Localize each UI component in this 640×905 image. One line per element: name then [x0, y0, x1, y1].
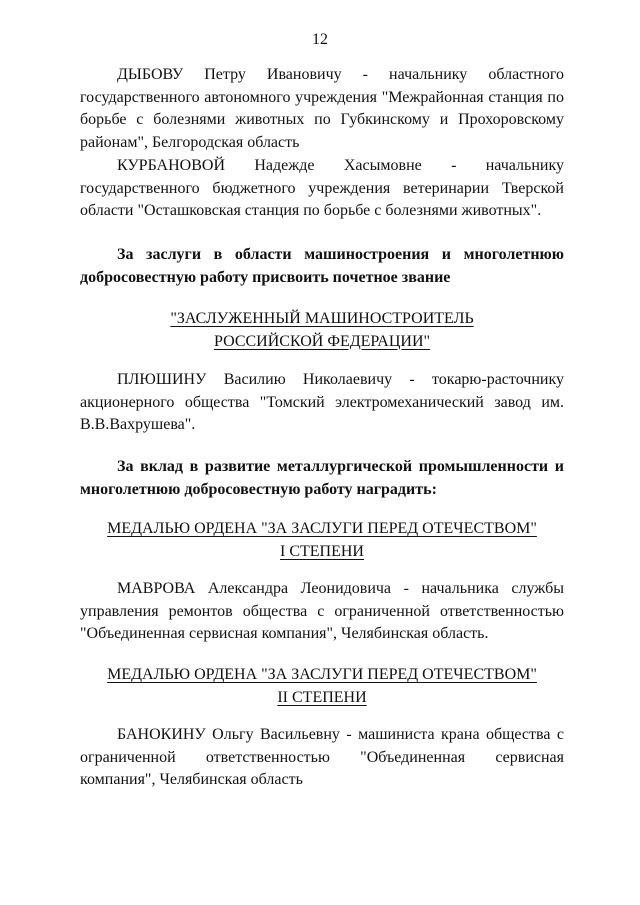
heading-line: II СТЕПЕНИ	[277, 688, 367, 706]
heading-line: "ЗАСЛУЖЕННЫЙ МАШИНОСТРОИТЕЛЬ	[170, 310, 474, 327]
award-entry-banokina: БАНОКИНУ Ольгу Васильевну - машиниста крана общества с ограниченной ответственностью "Объединенная сервисная компания", Челябинская область	[80, 726, 564, 789]
title-heading-honored-machine-builder	[80, 308, 564, 353]
page-number: 12	[312, 31, 328, 48]
section-intro-metallurgy: За вклад в развитие металлургической промышленности и многолетнюю добросовестную работу наградить:	[80, 458, 564, 498]
award-entry-mavrov: МАВРОВА Александра Леонидовича - начальника службы управления ремонтов общества с ограниченной ответственностью "Объединенная сервисная компания", Челябинская область.	[80, 580, 564, 643]
heading-line: МЕДАЛЬЮ ОРДЕНА "ЗА ЗАСЛУГИ ПЕРЕД ОТЕЧЕСТВОМ"	[107, 666, 537, 683]
award-entry-kurbanova: КУРБАНОВОЙ Надежде Хасымовне - начальнику государственного бюджетного учреждения ветеринарии Тверской области "Осташковская станция по борьбе с болезнями животных".	[80, 157, 564, 220]
award-entry-plyushin: ПЛЮШИНУ Василию Николаевичу - токарю-расточнику акционерного общества "Томский электромеханический завод им. В.В.Вахрушева".	[80, 371, 564, 434]
heading-line: МЕДАЛЬЮ ОРДЕНА "ЗА ЗАСЛУГИ ПЕРЕД ОТЕЧЕСТВОМ"	[107, 520, 537, 537]
section-intro-machine-building: За заслуги в области машиностроения и многолетнюю добросовестную работу присвоить почетное звание	[80, 246, 564, 286]
award-entry-dybov: ДЫБОВУ Петру Ивановичу - начальнику областного государственного автономного учреждения "Межрайонная станция по борьбе с болезнями животных по Губкинскому и Прохоровскому районам", Белгородская область	[80, 66, 564, 151]
heading-line: I СТЕПЕНИ	[280, 542, 364, 560]
medal-heading-first-degree	[80, 518, 564, 563]
medal-heading-second-degree	[80, 664, 564, 709]
heading-line: РОССИЙСКОЙ ФЕДЕРАЦИИ"	[213, 332, 431, 350]
